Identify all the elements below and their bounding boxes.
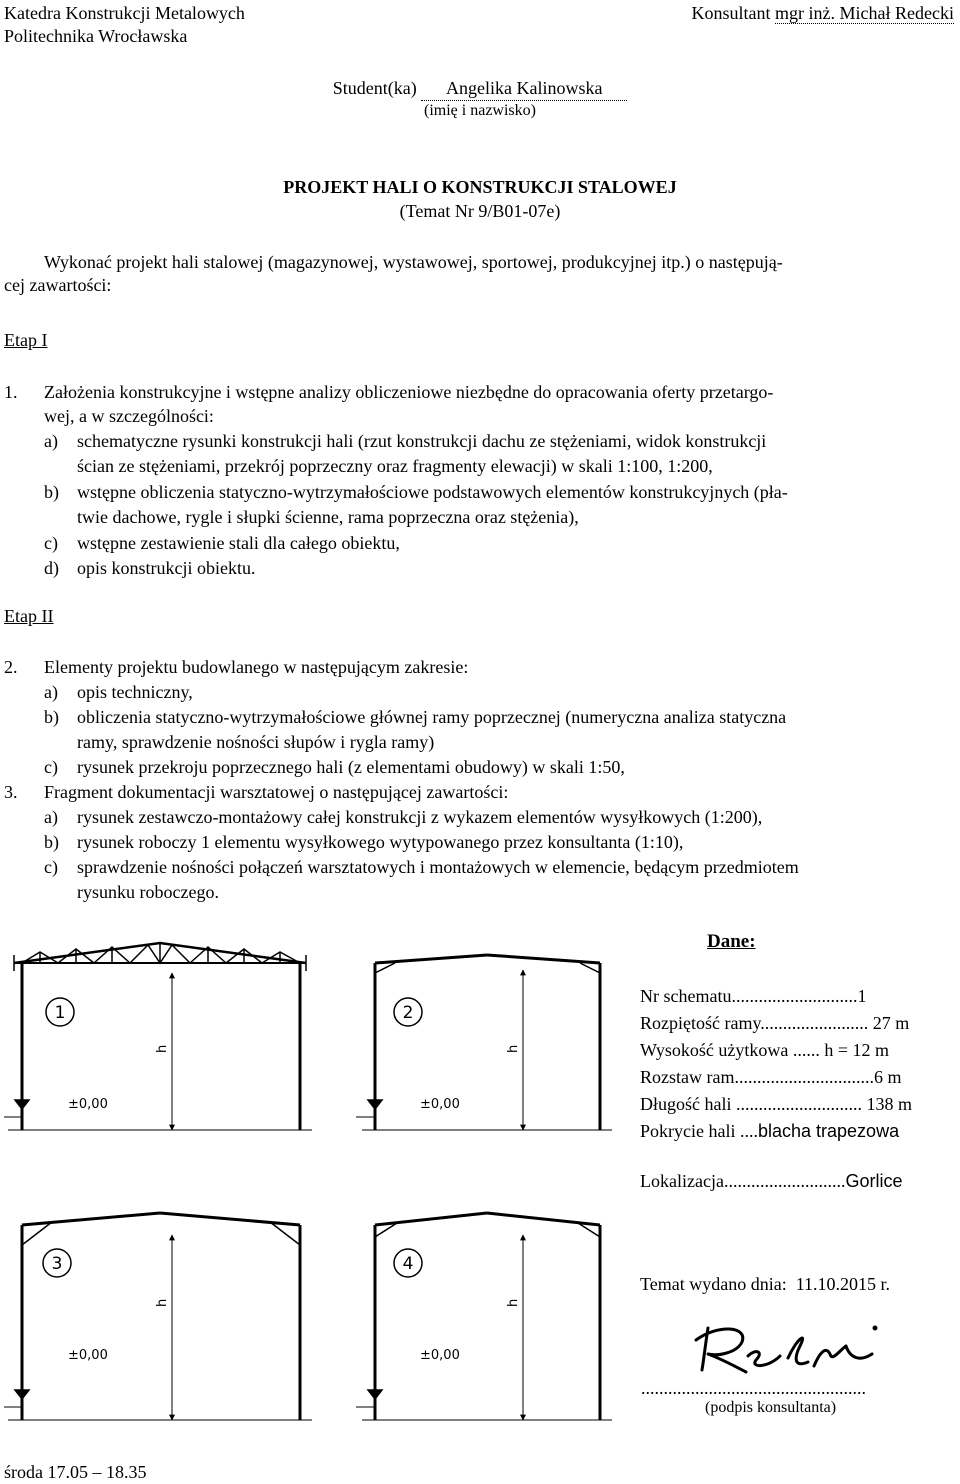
scheme-3-drawing [4, 1213, 312, 1420]
scheme-1-drawing [4, 943, 312, 1130]
item-2-text: Elementy projektu budowlanego w następującym zakresie: [44, 657, 469, 677]
item-3-number: 3. [4, 782, 18, 802]
given-label: Długość hali [640, 1094, 732, 1114]
student-caption: (imię i nazwisko) [424, 102, 536, 119]
list-item-line: schematyczne rysunki konstrukcji hali (rzut konstrukcji dachu ze stężeniami, widok konstrukcji [77, 431, 767, 451]
item-3-text: Fragment dokumentacji warsztatowej o następującej zawartości: [44, 782, 509, 802]
given-value: 1 [857, 986, 867, 1006]
given-value: h = 12 m [824, 1040, 890, 1060]
list-item-line: twie dachowe, rygle i słupki ścienne, rama poprzeczna oraz stężenia), [77, 507, 579, 527]
consultant-signature [690, 1318, 890, 1380]
scheme-1-level: ±0,00 [68, 1097, 108, 1112]
list-marker: c) [44, 533, 58, 553]
location-line [640, 1169, 902, 1193]
list-item-line: wstępne obliczenia statyczno-wytrzymałościowe podstawowych elementów konstrukcyjnych (pła- [77, 482, 788, 502]
given-label: Rozpiętość ramy [640, 1013, 761, 1033]
scheme-3-height: h [155, 1298, 170, 1307]
project-title: PROJEKT HALI O KONSTRUKCJI STALOWEJ [283, 177, 677, 197]
scheme-2-number: 2 [402, 1003, 414, 1023]
list-item-line: obliczenia statyczno-wytrzymałościowe głównej ramy poprzecznej (numeryczna analiza statyczna [77, 707, 787, 727]
given-value: blacha trapezowa [757, 1121, 900, 1141]
list-item-line: wstępne zestawienie stali dla całego obiektu, [77, 533, 400, 553]
given-dots: ........................ [760, 1013, 869, 1033]
scheme-2-drawing [356, 955, 612, 1130]
item-1-number: 1. [4, 382, 18, 402]
given-row-length [640, 1091, 912, 1118]
consultant-line [692, 1, 954, 25]
list-marker: a) [44, 431, 58, 451]
scheme-3-level: ±0,00 [68, 1348, 108, 1363]
list-marker: c) [44, 757, 58, 777]
student-label: Student(ka) [332, 78, 417, 98]
item-2-number: 2. [4, 657, 18, 677]
meeting-time: środa 17.05 – 18.35 [4, 1462, 147, 1482]
given-row-roofing [640, 1118, 912, 1145]
scheme-4-level: ±0,00 [420, 1348, 460, 1363]
given-dots: ............................... [734, 1067, 874, 1087]
list-marker: a) [44, 807, 58, 827]
issued-label: Temat wydano dnia: [640, 1274, 787, 1294]
given-value: 138 m [862, 1094, 913, 1114]
consultant-name: mgr inż. Michał Redecki [775, 3, 954, 23]
list-marker: d) [44, 558, 59, 578]
list-item-line: ramy, sprawdzenie nośności słupów i rygla ramy) [77, 732, 435, 752]
given-row-height [640, 1037, 912, 1064]
stage-2-title: Etap II [4, 606, 54, 626]
scheme-4-drawing [356, 1213, 612, 1420]
list-item-line: rysunek przekroju poprzecznego hali (z elementami obudowy) w skali 1:50, [77, 757, 625, 777]
given-row-span [640, 1010, 912, 1037]
location-label: Lokalizacja [640, 1171, 724, 1191]
given-dots: ............................ [731, 1094, 862, 1114]
stage-1-title: Etap I [4, 330, 48, 350]
given-label: Pokrycie hali [640, 1121, 736, 1141]
topic-number: (Temat Nr 9/B01-07e) [399, 201, 561, 221]
list-item-line: opis konstrukcji obiektu. [77, 558, 256, 578]
list-item-line: opis techniczny, [77, 682, 193, 702]
list-item-line: rysunek zestawczo-montażowy całej konstrukcji z wykazem elementów wysyłkowych (1:200), [77, 807, 763, 827]
student-name: Angelika Kalinowska [421, 76, 627, 101]
university-name: Politechnika Wrocławska [4, 26, 188, 46]
intro-line-1: Wykonać projekt hali stalowej (magazynowej, wystawowej, sportowej, produkcyjnej itp.) o następują- [44, 252, 783, 272]
item-1-line-1: Założenia konstrukcyjne i wstępne analizy obliczeniowe niezbędne do opracowania oferty przetargo- [44, 382, 774, 402]
list-marker: a) [44, 682, 58, 702]
list-item-line: ścian ze stężeniami, przekrój poprzeczny oraz fragmenty elewacji) w skali 1:100, 1:200, [77, 456, 713, 476]
scheme-2-height: h [506, 1044, 521, 1053]
list-marker: b) [44, 707, 59, 727]
scheme-2-level: ±0,00 [420, 1097, 460, 1112]
scheme-4-number: 4 [402, 1254, 414, 1274]
list-item-line: rysunek roboczy 1 elementu wysyłkowego wytypowanego przez konsultanta (1:10), [77, 832, 684, 852]
given-value: 6 m [873, 1067, 902, 1087]
given-label: Nr schematu [640, 986, 732, 1006]
given-data-title: Dane: [707, 931, 756, 952]
given-label: Rozstaw ram [640, 1067, 735, 1087]
scheme-3-number: 3 [51, 1254, 63, 1274]
list-marker: c) [44, 857, 58, 877]
given-value: 27 m [868, 1013, 910, 1033]
list-item-line: rysunku roboczego. [77, 882, 219, 902]
signature-caption: (podpis konsultanta) [705, 1399, 837, 1416]
scheme-1-height: h [155, 1044, 170, 1053]
given-label: Wysokość użytkowa [640, 1040, 789, 1060]
intro-line-2: cej zawartości: [4, 275, 112, 295]
location-value: Gorlice [845, 1171, 903, 1191]
student-line [0, 76, 960, 101]
consultant-label: Konsultant [691, 3, 771, 23]
list-marker: b) [44, 832, 59, 852]
scheme-4-height: h [506, 1298, 521, 1307]
scheme-1-number: 1 [54, 1003, 66, 1023]
list-item-line: sprawdzenie nośności połączeń warsztatowych i montażowych w elemencie, będącym przedmiotem [77, 857, 799, 877]
item-1-line-2: wej, a w szczególności: [44, 406, 214, 426]
issued-date: 11.10.2015 r. [795, 1274, 891, 1294]
given-row-spacing [640, 1064, 912, 1091]
given-row-scheme [640, 983, 912, 1010]
signature-dots: .................................................. [641, 1378, 866, 1398]
location-dots: ........................... [723, 1171, 846, 1191]
issued-line [640, 1272, 890, 1296]
given-dots: ...... [788, 1040, 825, 1060]
given-dots: ............................ [731, 986, 858, 1006]
department-name: Katedra Konstrukcji Metalowych [4, 3, 245, 23]
given-dots: .... [735, 1121, 758, 1141]
frame-schemes [0, 925, 620, 1455]
list-marker: b) [44, 482, 59, 502]
given-data-list [640, 983, 912, 1145]
